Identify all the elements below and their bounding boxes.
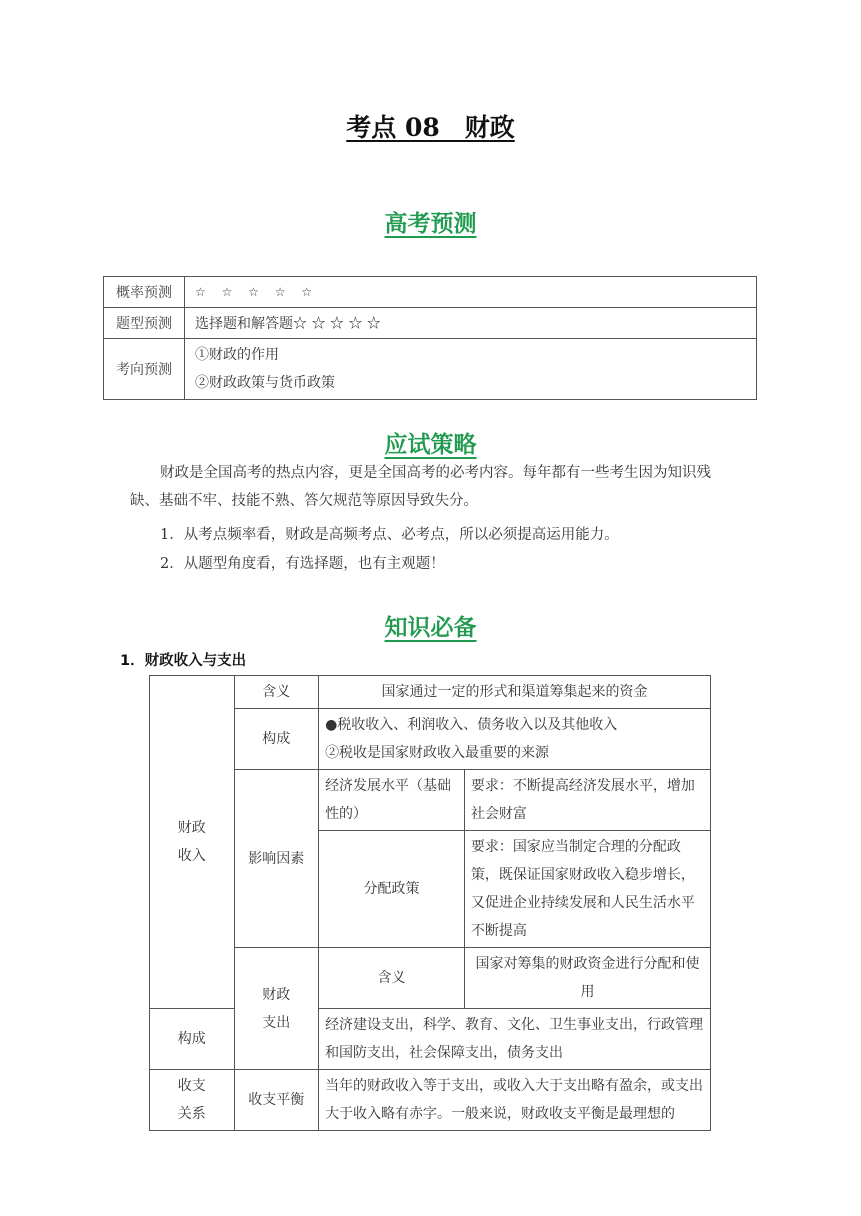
section-title-forecast: 高考预测 [384, 210, 477, 237]
composition-line: ●税收收入、利润收入、债务收入以及其他收入 [325, 717, 618, 733]
table-row [150, 676, 711, 709]
strategy-point: 2．从题型角度看，有选择题，也有主观题！ [160, 556, 445, 572]
composition-line: ②税收是国家财政收入最重要的来源 [325, 745, 550, 761]
label-line: 支出 [262, 1014, 291, 1031]
factor-requirement: 要求：国家应当制定合理的分配政策，既保证国家财政收入稳步增长，又促进企业持续发展和人民生活水平不断提高 [464, 831, 710, 948]
balance-sub-label: 收支平衡 [234, 1070, 319, 1131]
knowledge-table [149, 675, 711, 1131]
strategy-intro [0, 459, 861, 515]
label-line: 关系 [177, 1106, 206, 1122]
table-row [104, 277, 757, 308]
balance-text: 当年的财政收入等于支出，或收入大于支出略有盈余，或支出大于收入略有赤字。一般来说，财政收支平衡是最理想的 [319, 1070, 711, 1131]
strategy-point: 1．从考点频率看，财政是高频考点、必考点，所以必须提高运用能力。 [160, 527, 619, 543]
forecast-label: 考向预测 [104, 339, 185, 400]
label-line: 收支 [177, 1078, 206, 1094]
label-line: 收入 [177, 848, 206, 864]
balance-label [150, 1070, 235, 1131]
income-factors-label: 影响因素 [234, 770, 319, 948]
expenditure-meaning-label: 含义 [319, 948, 465, 1009]
income-composition [319, 709, 711, 770]
table-row [150, 1009, 711, 1070]
forecast-line: ②财政政策与货币政策 [195, 375, 335, 391]
knowledge-heading: 1．财政收入与支出 [120, 653, 247, 669]
expenditure-composition: 经济建设支出，科学、教育、文化、卫生事业支出，行政管理和国防支出，社会保障支出，债务支出 [319, 1009, 711, 1070]
income-meaning-label: 含义 [234, 676, 319, 709]
income-meaning: 国家通过一定的形式和渠道筹集起来的资金 [319, 676, 711, 709]
table-row [104, 339, 757, 400]
page-title: 考点 08 财政 [346, 113, 515, 142]
forecast-table [103, 276, 757, 400]
income-label [150, 676, 235, 1009]
factor-name: 分配政策 [319, 831, 465, 948]
section-title-strategy: 应试策略 [384, 431, 477, 458]
section-title-knowledge: 知识必备 [384, 614, 477, 641]
forecast-value: 选择题和解答题☆ ☆ ☆ ☆ ☆ [185, 308, 757, 339]
forecast-label: 概率预测 [104, 277, 185, 308]
table-row [150, 1070, 711, 1131]
table-row [104, 308, 757, 339]
factor-requirement: 要求：不断提高经济发展水平，增加社会财富 [464, 770, 710, 831]
label-line: 财政 [262, 986, 291, 1003]
income-composition-label: 构成 [234, 709, 319, 770]
forecast-value [185, 339, 757, 400]
table-row [150, 709, 711, 770]
expenditure-label [234, 948, 319, 1070]
factor-name: 经济发展水平（基础性的） [319, 770, 465, 831]
forecast-value: ☆ ☆ ☆ ☆ ☆ [185, 277, 757, 308]
table-row [150, 770, 711, 831]
strategy-intro-line: 财政是全国高考的热点内容，更是全国高考的必考内容。每年都有一些考生因为知识残 [160, 465, 711, 481]
expenditure-composition-label: 构成 [150, 1009, 235, 1070]
forecast-label: 题型预测 [104, 308, 185, 339]
label-line: 财政 [177, 820, 206, 836]
forecast-line: ①财政的作用 [195, 347, 279, 363]
table-row [150, 948, 711, 1009]
expenditure-meaning: 国家对筹集的财政资金进行分配和使用 [464, 948, 710, 1009]
strategy-intro-line: 缺、基础不牢、技能不熟、答欠规范等原因导致失分。 [130, 493, 478, 509]
